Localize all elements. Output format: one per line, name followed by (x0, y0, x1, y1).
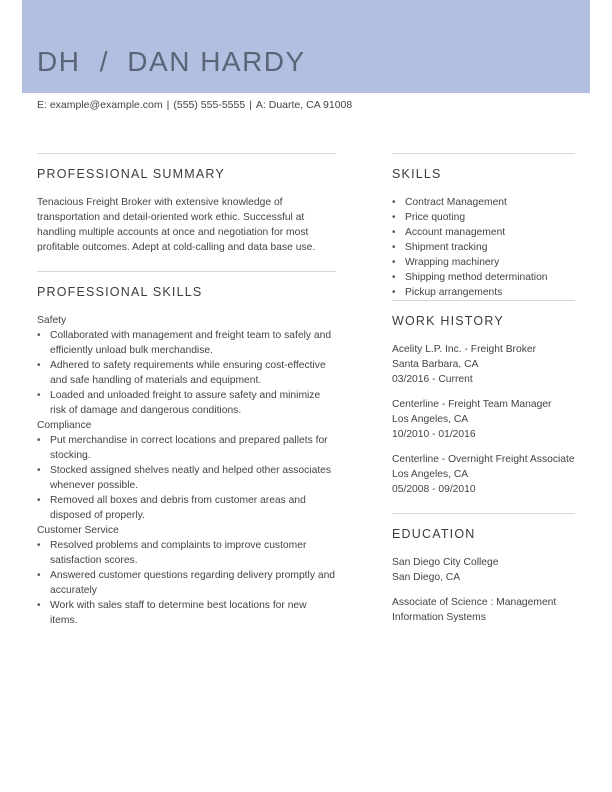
list-item: • Pickup arrangements (392, 285, 575, 300)
professional-skills-title: PROFESSIONAL SKILLS (37, 285, 203, 299)
skills-list (392, 195, 575, 300)
skill-group-label: Compliance (37, 420, 92, 431)
work-history-title: WORK HISTORY (392, 314, 504, 328)
contact-email: E: example@example.com (37, 99, 163, 111)
list-item: • Work with sales staff to determine best locations for new items. (37, 598, 336, 628)
contact-phone: (555) 555-5555 (173, 99, 246, 111)
education-degree-block (392, 595, 575, 625)
job-entry (392, 452, 575, 497)
contact-separator: | (249, 99, 252, 111)
list-item: • Answered customer questions regarding delivery promptly and accurately (37, 568, 336, 598)
contact-separator: | (166, 99, 170, 111)
job-entry (392, 397, 575, 442)
education-location: San Diego, CA (392, 572, 461, 583)
candidate-name (37, 48, 306, 76)
job-dates: 03/2016 - Current (392, 374, 473, 385)
list-item: • Loaded and unloaded freight to assure safety and minimize risk of damage and dangerous conditions. (37, 388, 336, 418)
contact-address: A: Duarte, CA 91008 (255, 99, 353, 111)
list-item: • Collaborated with management and freight team to safely and efficiently unload bulk merchandise. (37, 328, 336, 358)
section-divider (392, 513, 575, 514)
name-full: DAN HARDY (127, 46, 306, 77)
list-item: • Price quoting (392, 210, 575, 225)
job-company-role: Centerline - Overnight Freight Associate (392, 454, 575, 465)
section-divider (37, 271, 336, 272)
list-item: • Shipping method determination (392, 270, 575, 285)
list-item: • Shipment tracking (392, 240, 575, 255)
right-column (392, 153, 575, 635)
job-location: Los Angeles, CA (392, 469, 469, 480)
list-item: • Resolved problems and complaints to improve customer satisfaction scores. (37, 538, 336, 568)
skills-title: SKILLS (392, 167, 442, 181)
skill-group (37, 418, 336, 523)
list-item: • Wrapping machinery (392, 255, 575, 270)
list-item: • Contract Management (392, 195, 575, 210)
list-item: • Removed all boxes and debris from customer areas and disposed of properly. (37, 493, 336, 523)
job-entry (392, 342, 575, 387)
education-entry (392, 555, 575, 585)
job-dates: 05/2008 - 09/2010 (392, 484, 476, 495)
job-company-role: Acelity L.P. Inc. - Freight Broker (392, 344, 537, 355)
skill-group-list (37, 433, 336, 523)
education-school: San Diego City College (392, 557, 499, 568)
name-separator: / (99, 46, 110, 77)
skill-group-list (37, 328, 336, 418)
skill-group-label: Safety (37, 315, 67, 326)
summary-text: Tenacious Freight Broker with extensive knowledge of transportation and detail-oriented work ethic. Successful at handling multiple accounts at once and negotiation for most profitable outcomes. Adept at cold-calling and data base use. (37, 197, 316, 253)
education-title: EDUCATION (392, 527, 476, 541)
list-item: • Stocked assigned shelves neatly and helped other associates whenever possible. (37, 463, 336, 493)
summary-title: PROFESSIONAL SUMMARY (37, 167, 225, 181)
skill-group (37, 523, 336, 628)
list-item: • Put merchandise in correct locations and prepared pallets for stocking. (37, 433, 336, 463)
name-initials: DH (37, 46, 81, 77)
section-divider (37, 153, 336, 154)
job-company-role: Centerline - Freight Team Manager (392, 399, 552, 410)
list-item: • Account management (392, 225, 575, 240)
skill-group-list (37, 538, 336, 628)
skill-group-label: Customer Service (37, 525, 119, 536)
education-degree: Associate of Science : Management Information Systems (392, 597, 557, 623)
left-column (37, 153, 336, 628)
list-item: • Adhered to safety requirements while ensuring cost-effective and safe handling of materials and equipment. (37, 358, 336, 388)
section-divider (392, 153, 575, 154)
skill-group (37, 313, 336, 418)
job-location: Santa Barbara, CA (392, 359, 479, 370)
section-divider (392, 300, 575, 301)
job-dates: 10/2010 - 01/2016 (392, 429, 476, 440)
job-location: Los Angeles, CA (392, 414, 469, 425)
contact-line (37, 99, 352, 111)
